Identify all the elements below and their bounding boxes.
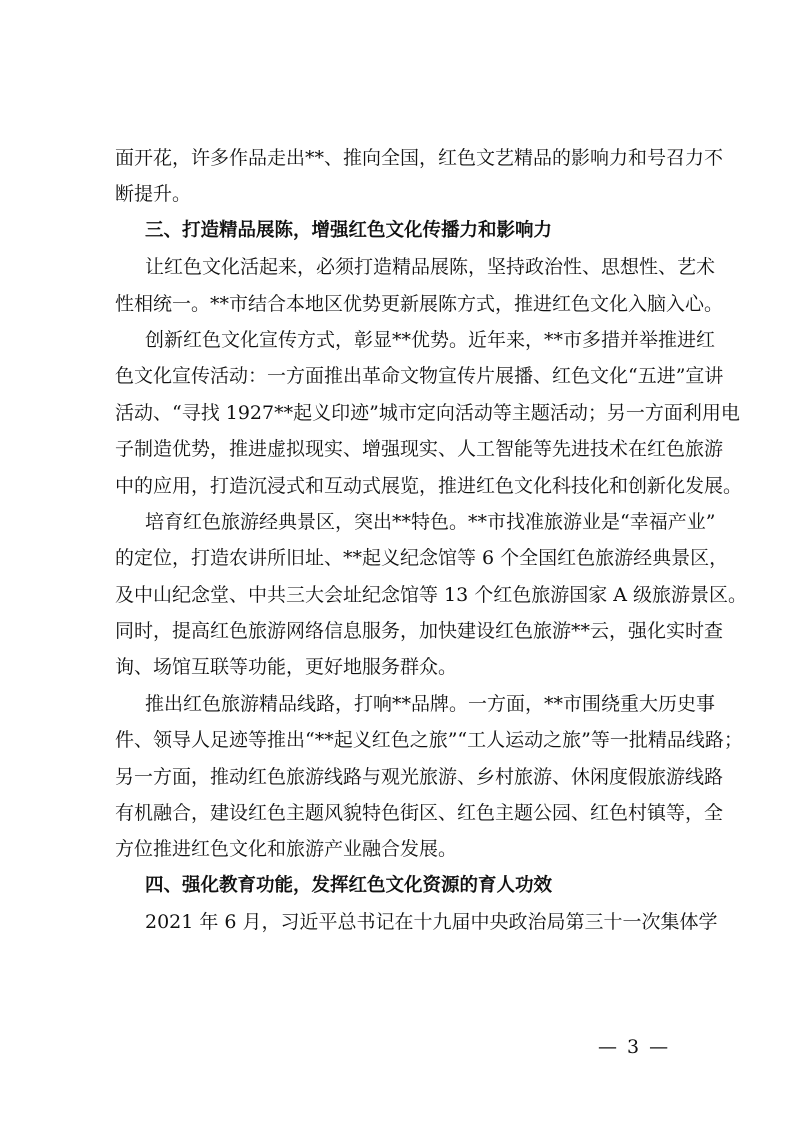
paragraph-line: 培育红色旅游经典景区，突出**特色。**市找准旅游业是“幸福产业” <box>145 510 716 533</box>
paragraph-line: 推出红色旅游精品线路，打响**品牌。一方面，**市围绕重大历史事 <box>145 692 716 715</box>
paragraph-line: 件、领导人足迹等推出“**起义红色之旅”“工人运动之旅”等一批精品线路； <box>115 729 743 752</box>
paragraph-line: 子制造优势，推进虚拟现实、增强现实、人工智能等先进技术在红色旅游 <box>115 438 724 461</box>
paragraph-line: 同时，提高红色旅游网络信息服务，加快建设红色旅游**云，强化实时查 <box>115 620 724 643</box>
paragraph-line: 面开花，许多作品走出**、推向全国，红色文艺精品的影响力和号召力不 <box>115 147 724 169</box>
paragraph-line: 让红色文化活起来，必须打造精品展陈，坚持政治性、思想性、艺术 <box>145 256 716 279</box>
paragraph-line: 中的应用，打造沉浸式和互动式展览，推进红色文化科技化和创新化发展。 <box>115 474 743 497</box>
paragraph-line: 创新红色文化宣传方式，彰显**优势。近年来，**市多措并举推进红 <box>145 328 716 351</box>
paragraph-line: 询、场馆互联等功能，更好地服务群众。 <box>115 656 458 679</box>
paragraph-line: 方位推进红色文化和旅游产业融合发展。 <box>115 838 458 861</box>
paragraph-line: 2021 年 6 月，习近平总书记在十九届中央政治局第三十一次集体学 <box>145 911 718 934</box>
paragraph-line: 断提升。 <box>115 183 192 206</box>
section-heading: 四、强化教育功能，发挥红色文化资源的育人功效 <box>145 874 553 896</box>
paragraph-line: 的定位，打造农讲所旧址、**起义纪念馆等 6 个全国红色旅游经典景区， <box>115 547 729 570</box>
paragraph-line: 色文化宣传活动：一方面推出革命文物宣传片展播、红色文化“五进”宣讲 <box>115 365 724 388</box>
paragraph-line: 活动、“寻找 1927**起义印迹”城市定向活动等主题活动；另一方面利用电 <box>115 401 740 424</box>
document-body <box>115 140 748 941</box>
paragraph-line: 另一方面，推动红色旅游线路与观光旅游、乡村旅游、休闲度假旅游线路 <box>115 765 724 788</box>
page-number: — 3 — <box>598 1036 671 1058</box>
paragraph-line: 性相统一。**市结合本地区优势更新展陈方式，推进红色文化入脑入心。 <box>115 292 724 315</box>
section-heading: 三、打造精品展陈，增强红色文化传播力和影响力 <box>145 219 553 241</box>
paragraph-line: 有机融合，建设红色主题风貌特色街区、红色主题公园、红色村镇等，全 <box>115 802 724 825</box>
paragraph-line: 及中山纪念堂、中共三大会址纪念馆等 13 个红色旅游国家 A 级旅游景区。 <box>115 583 748 606</box>
